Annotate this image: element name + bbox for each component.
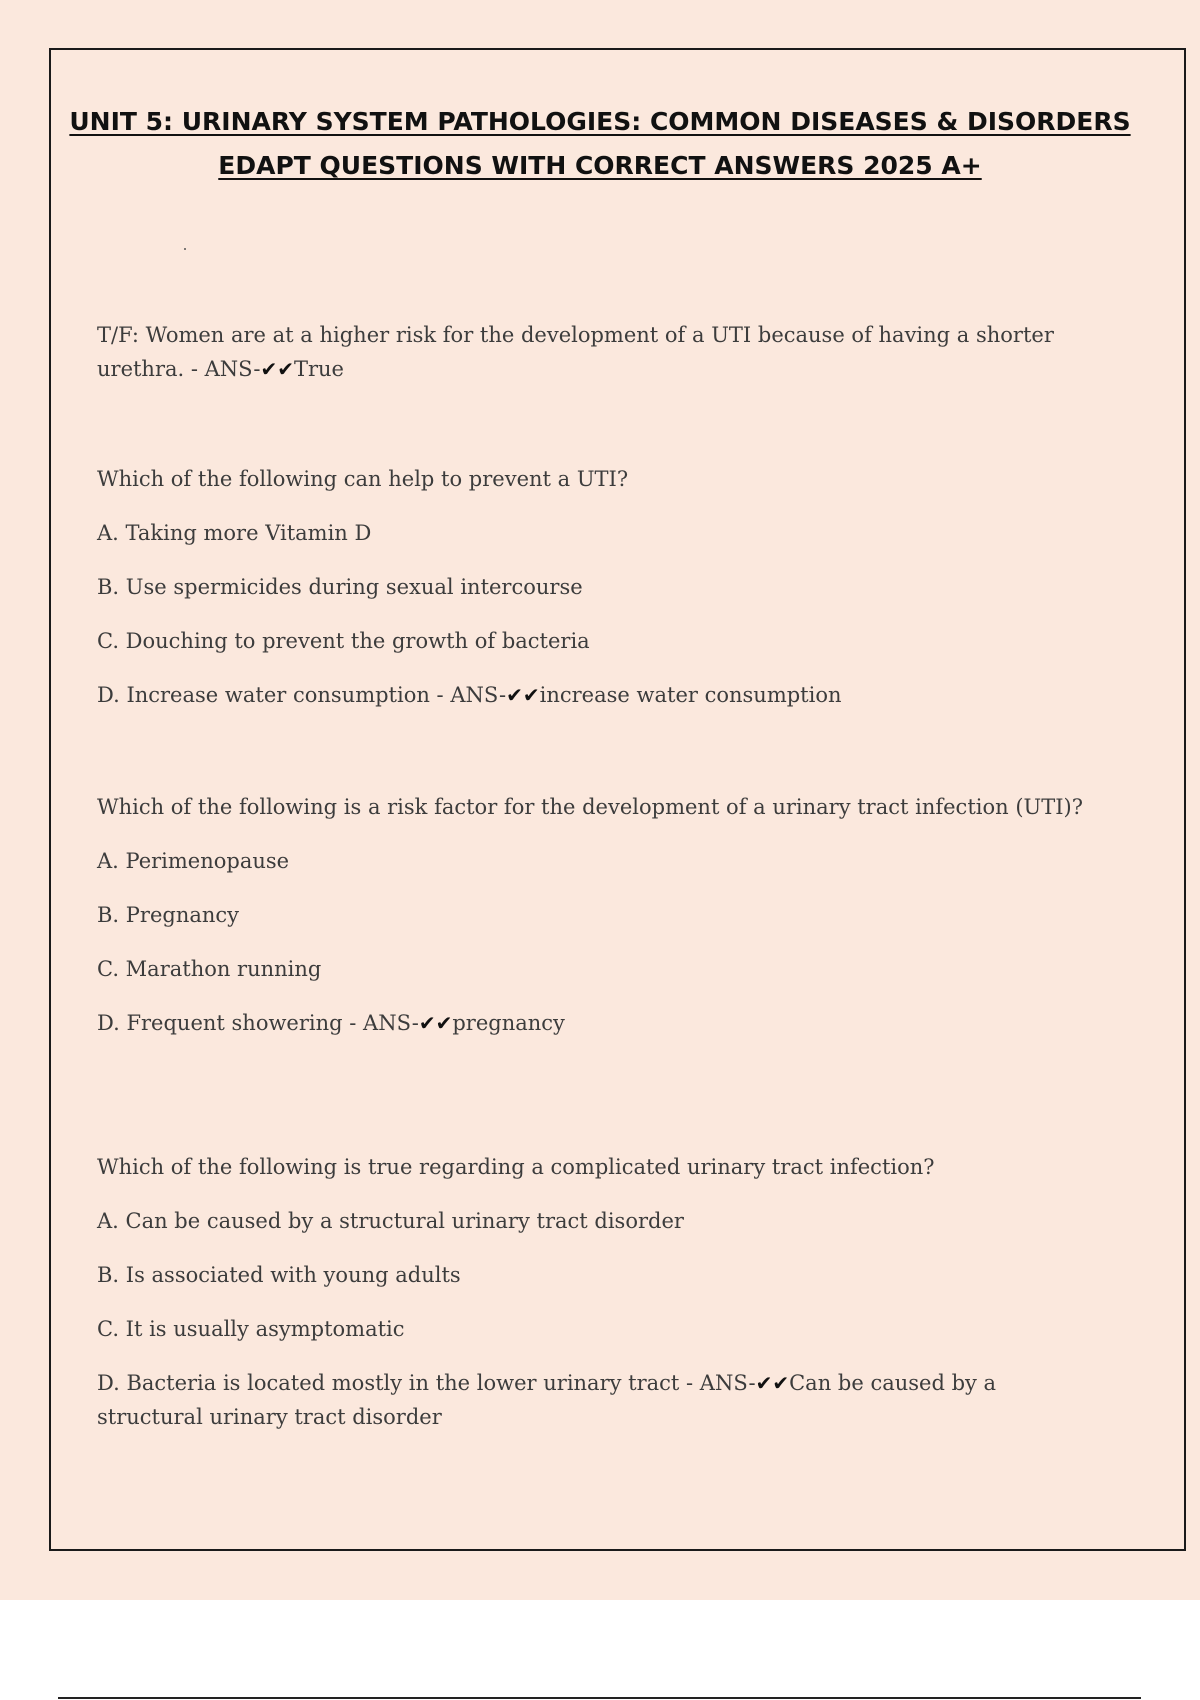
question-2 (97, 462, 1087, 712)
question-1-answer: True (293, 357, 344, 381)
question-3-option-d: D. Frequent showering - ANS-✔✔pregnancy (97, 1011, 565, 1035)
question-2-text: Which of the following can help to prevent a UTI? (97, 467, 629, 491)
stray-dot (184, 248, 186, 250)
question-1-text: T/F: Women are at a higher risk for the development of a UTI because of having a shorter urethra. - ANS-✔✔True (97, 323, 1054, 381)
question-4-option-b: B. Is associated with young adults (97, 1263, 461, 1287)
question-3-answer: pregnancy (452, 1011, 565, 1035)
document-title: UNIT 5: URINARY SYSTEM PATHOLOGIES: COMMON DISEASES & DISORDERS EDAPT QUESTIONS WITH CORRECT ANSWERS 2025 A+ (69, 107, 1131, 180)
question-3 (97, 790, 1087, 1040)
question-2-option-c: C. Douching to prevent the growth of bacteria (97, 629, 590, 653)
question-3-option-b: B. Pregnancy (97, 903, 240, 927)
question-4-answer: Can be caused by a structural urinary tract disorder (97, 1371, 997, 1429)
question-2-option-a: A. Taking more Vitamin D (97, 521, 372, 545)
question-4 (97, 1150, 1087, 1434)
question-4-option-a: A. Can be caused by a structural urinary tract disorder (97, 1209, 684, 1233)
double-check-icon: ✔✔ (755, 1371, 790, 1395)
question-2-answer: increase water consumption (539, 683, 842, 707)
question-2-option-d: D. Increase water consumption - ANS-✔✔increase water consumption (97, 683, 842, 707)
question-3-text: Which of the following is a risk factor for the development of a urinary tract infection (UTI)? (97, 795, 1083, 819)
question-1 (97, 318, 1087, 386)
double-check-icon: ✔✔ (418, 1011, 453, 1035)
question-2-option-b: B. Use spermicides during sexual intercourse (97, 575, 583, 599)
footer-rule (58, 1697, 1141, 1699)
question-4-option-c: C. It is usually asymptomatic (97, 1317, 405, 1341)
question-3-option-c: C. Marathon running (97, 957, 322, 981)
question-3-option-a: A. Perimenopause (97, 849, 290, 873)
double-check-icon: ✔✔ (260, 357, 294, 381)
question-4-option-d: D. Bacteria is located mostly in the lower urinary tract - ANS-✔✔Can be caused by a structural urinary tract disorder (97, 1371, 997, 1429)
question-4-text: Which of the following is true regarding a complicated urinary tract infection? (97, 1155, 935, 1179)
double-check-icon: ✔✔ (506, 683, 540, 707)
